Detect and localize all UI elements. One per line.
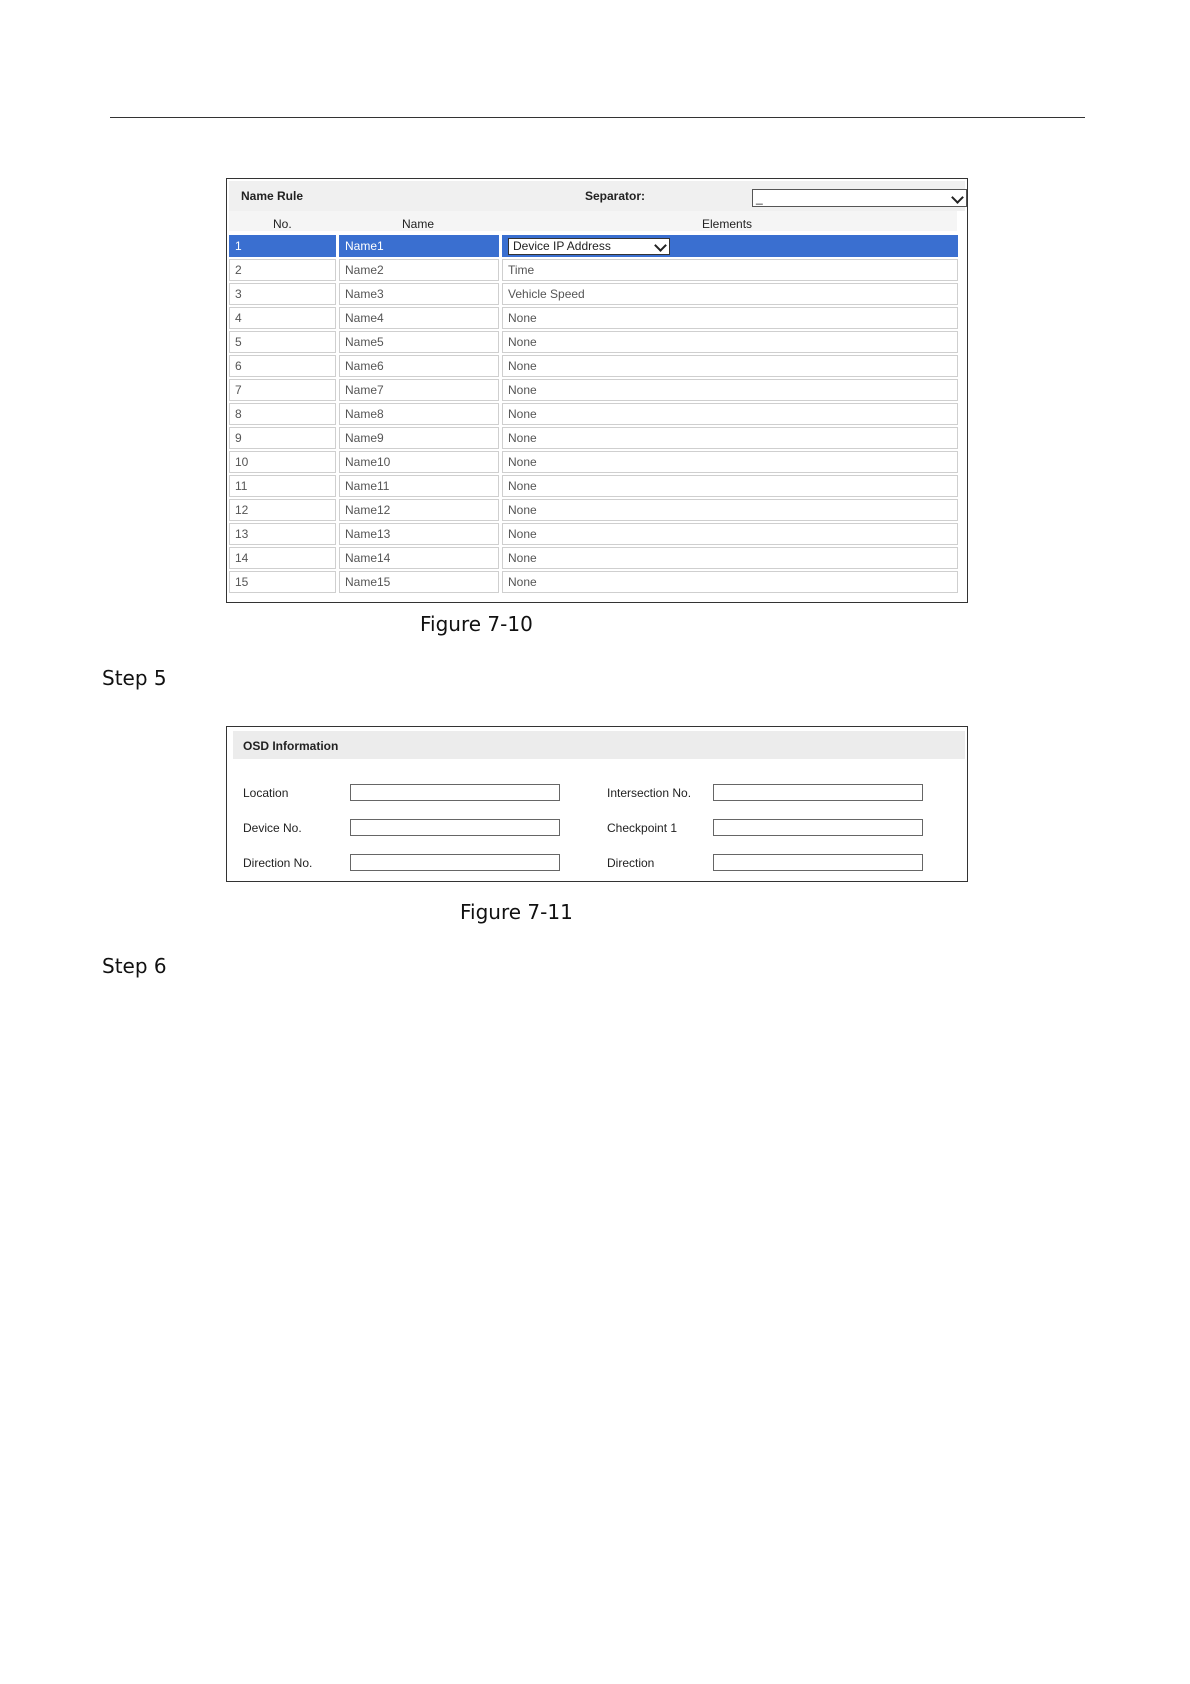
separator-label: Separator: bbox=[585, 189, 646, 203]
row-no: 1 bbox=[229, 235, 336, 257]
row-element[interactable]: None bbox=[502, 475, 958, 497]
row-name[interactable]: Name8 bbox=[339, 403, 499, 425]
row-element[interactable]: None bbox=[502, 331, 958, 353]
column-header-elements: Elements bbox=[702, 217, 753, 231]
osd-information-panel bbox=[226, 726, 968, 882]
direction-no-input[interactable] bbox=[350, 854, 560, 871]
row-no: 6 bbox=[229, 355, 336, 377]
checkpoint-input[interactable] bbox=[713, 819, 923, 836]
row-element[interactable]: None bbox=[502, 379, 958, 401]
element-select[interactable] bbox=[508, 238, 670, 255]
table-row[interactable] bbox=[229, 523, 958, 547]
step-heading: Step 6 bbox=[102, 954, 167, 978]
table-row[interactable] bbox=[229, 499, 958, 523]
row-name[interactable]: Name9 bbox=[339, 427, 499, 449]
row-name[interactable]: Name14 bbox=[339, 547, 499, 569]
row-element[interactable]: None bbox=[502, 523, 958, 545]
direction-input[interactable] bbox=[713, 854, 923, 871]
row-no: 4 bbox=[229, 307, 336, 329]
table-row[interactable] bbox=[229, 235, 958, 259]
osd-title: OSD Information bbox=[243, 739, 339, 753]
row-name[interactable]: Name15 bbox=[339, 571, 499, 593]
location-label: Location bbox=[243, 786, 289, 800]
row-element[interactable]: None bbox=[502, 451, 958, 473]
element-select-value: Device IP Address bbox=[513, 239, 611, 253]
device-no-label: Device No. bbox=[243, 821, 302, 835]
name-rule-header bbox=[229, 181, 965, 211]
row-element[interactable]: None bbox=[502, 307, 958, 329]
intersection-no-input[interactable] bbox=[713, 784, 923, 801]
row-no: 10 bbox=[229, 451, 336, 473]
direction-no-label: Direction No. bbox=[243, 856, 313, 870]
row-name[interactable]: Name13 bbox=[339, 523, 499, 545]
name-rule-title: Name Rule bbox=[241, 189, 304, 203]
table-row[interactable] bbox=[229, 475, 958, 499]
chevron-down-icon bbox=[654, 239, 667, 252]
row-no: 2 bbox=[229, 259, 336, 281]
row-name[interactable]: Name12 bbox=[339, 499, 499, 521]
row-element[interactable]: Vehicle Speed bbox=[502, 283, 958, 305]
location-input[interactable] bbox=[350, 784, 560, 801]
row-element[interactable]: Time bbox=[502, 259, 958, 281]
row-no: 15 bbox=[229, 571, 336, 593]
figure-caption: Figure 7-11 bbox=[460, 900, 573, 924]
table-row[interactable] bbox=[229, 283, 958, 307]
row-no: 12 bbox=[229, 499, 336, 521]
row-no: 8 bbox=[229, 403, 336, 425]
row-no: 14 bbox=[229, 547, 336, 569]
row-name[interactable]: Name3 bbox=[339, 283, 499, 305]
row-element[interactable]: None bbox=[502, 571, 958, 593]
table-row[interactable] bbox=[229, 403, 958, 427]
column-header-no: No. bbox=[273, 217, 292, 231]
row-no: 13 bbox=[229, 523, 336, 545]
direction-label: Direction bbox=[607, 856, 655, 870]
osd-header bbox=[233, 731, 965, 759]
row-no: 11 bbox=[229, 475, 336, 497]
table-row[interactable] bbox=[229, 571, 958, 595]
row-name[interactable]: Name2 bbox=[339, 259, 499, 281]
table-row[interactable] bbox=[229, 259, 958, 283]
row-element[interactable]: None bbox=[502, 499, 958, 521]
step-heading: Step 5 bbox=[102, 666, 167, 690]
row-no: 9 bbox=[229, 427, 336, 449]
row-name[interactable]: Name5 bbox=[339, 331, 499, 353]
chevron-down-icon bbox=[951, 191, 964, 204]
checkpoint-label: Checkpoint 1 bbox=[607, 821, 678, 835]
separator-select[interactable] bbox=[752, 189, 967, 207]
column-header-name: Name bbox=[402, 217, 435, 231]
row-element[interactable]: None bbox=[502, 427, 958, 449]
table-row[interactable] bbox=[229, 331, 958, 355]
table-row[interactable] bbox=[229, 451, 958, 475]
row-no: 5 bbox=[229, 331, 336, 353]
row-element[interactable]: None bbox=[502, 403, 958, 425]
figure-caption: Figure 7-10 bbox=[420, 612, 533, 636]
table-row[interactable] bbox=[229, 427, 958, 451]
table-row[interactable] bbox=[229, 379, 958, 403]
table-row[interactable] bbox=[229, 307, 958, 331]
table-row[interactable] bbox=[229, 547, 958, 571]
row-name[interactable]: Name7 bbox=[339, 379, 499, 401]
row-element bbox=[502, 235, 958, 257]
device-no-input[interactable] bbox=[350, 819, 560, 836]
intersection-no-label: Intersection No. bbox=[607, 786, 692, 800]
row-no: 3 bbox=[229, 283, 336, 305]
row-name[interactable]: Name6 bbox=[339, 355, 499, 377]
row-name[interactable]: Name10 bbox=[339, 451, 499, 473]
row-name[interactable]: Name4 bbox=[339, 307, 499, 329]
name-rule-panel bbox=[226, 178, 968, 603]
row-name[interactable]: Name11 bbox=[339, 475, 499, 497]
row-element[interactable]: None bbox=[502, 355, 958, 377]
separator-value: _ bbox=[756, 191, 763, 205]
table-header bbox=[229, 211, 957, 231]
header-rule bbox=[110, 117, 1085, 118]
name-rule-table bbox=[229, 235, 958, 595]
table-row[interactable] bbox=[229, 355, 958, 379]
row-no: 7 bbox=[229, 379, 336, 401]
row-name[interactable]: Name1 bbox=[339, 235, 499, 257]
row-element[interactable]: None bbox=[502, 547, 958, 569]
